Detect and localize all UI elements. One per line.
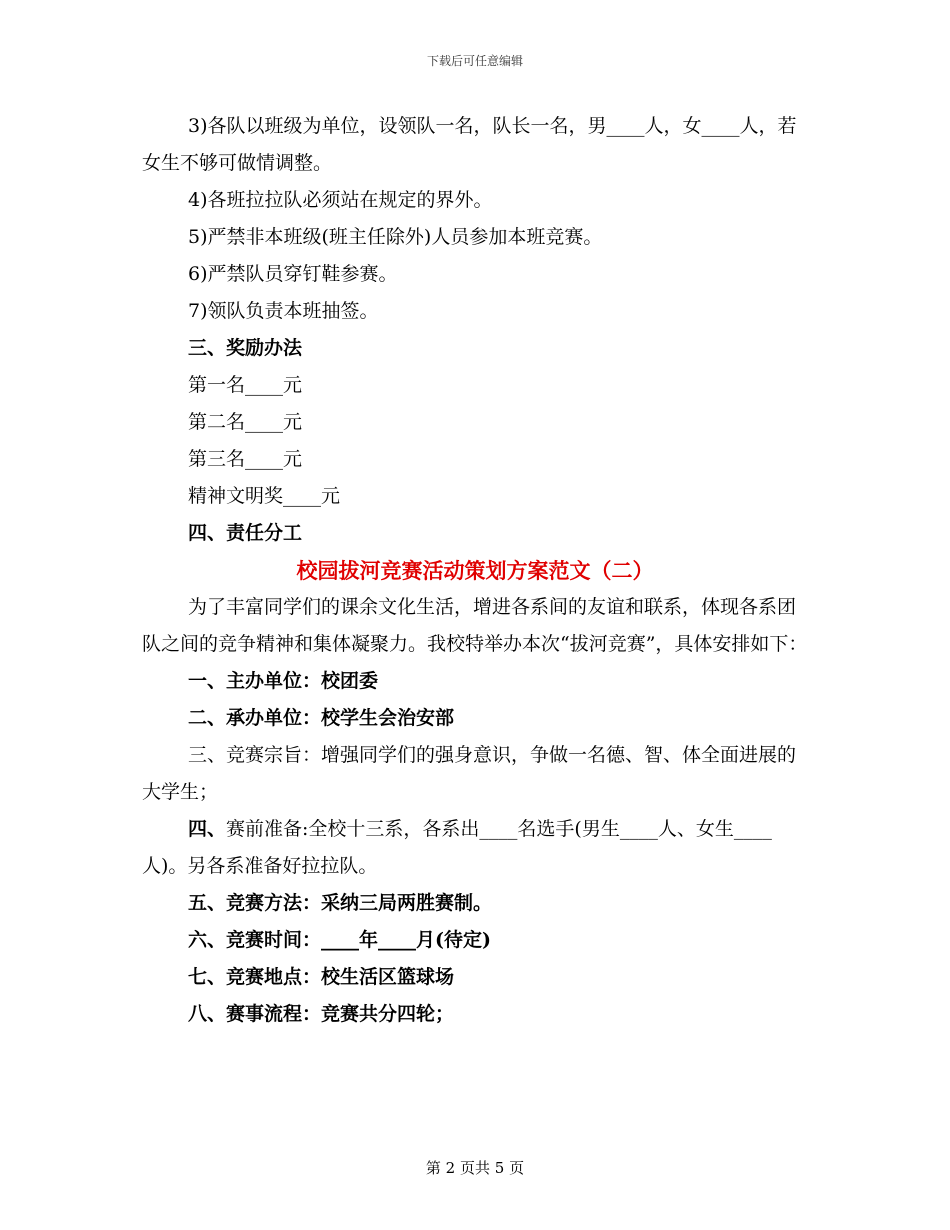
rule-3: 3)各队以班级为单位，设领队一名，队长一名，男____人，女____人，若女生不够可做情调整。 — [142, 115, 797, 174]
intro-paragraph: 为了丰富同学们的课余文化生活，增进各系间的友谊和联系，体现各系团队之间的竞争精神和集体凝聚力。我校特举办本次“拔河竞赛”，具体安排如下： — [142, 596, 808, 655]
section-title: 校园拔河竞赛活动策划方案范文（二） — [296, 558, 654, 583]
item-preparation-label: 四、 — [188, 818, 227, 840]
rule-7: 7)领队负责本班抽签。 — [188, 300, 379, 322]
duty-heading: 四、责任分工 — [188, 522, 303, 544]
award-third: 第三名____元 — [188, 448, 303, 470]
awards-heading: 三、奖励办法 — [188, 337, 303, 359]
rule-6: 6)严禁队员穿钉鞋参赛。 — [188, 263, 398, 285]
item-preparation-text: 赛前准备:全校十三系，各系出____名选手(男生____人、女生____人)。另各系准备好拉拉队。 — [142, 818, 772, 877]
award-first: 第一名____元 — [188, 374, 303, 396]
item-preparation — [142, 811, 808, 885]
item-purpose: 三、竞赛宗旨：增强同学们的强身意识，争做一名德、智、体全面进展的大学生； — [142, 744, 797, 803]
item-process: 八、赛事流程：竞赛共分四轮； — [188, 1003, 455, 1025]
item-method: 五、竞赛方法：采纳三局两胜赛制。 — [188, 892, 493, 914]
item-co-organizer: 二、承办单位：校学生会治安部 — [188, 707, 455, 729]
page-footer: 第 2 页共 5 页 — [425, 1159, 525, 1177]
award-spirit: 精神文明奖____元 — [188, 485, 341, 507]
rule-4: 4)各班拉拉队必须站在规定的界外。 — [188, 189, 493, 211]
award-second: 第二名____元 — [188, 411, 303, 433]
item-location: 七、竞赛地点：校生活区篮球场 — [188, 966, 455, 988]
page-header: 下载后可任意编辑 — [426, 54, 523, 68]
document-body — [142, 108, 808, 1033]
rule-5: 5)严禁非本班级(班主任除外)人员参加本班竞赛。 — [188, 226, 603, 248]
item-organizer: 一、主办单位：校团委 — [188, 670, 379, 692]
item-time: 六、竞赛时间：____年____月(待定) — [188, 929, 491, 951]
